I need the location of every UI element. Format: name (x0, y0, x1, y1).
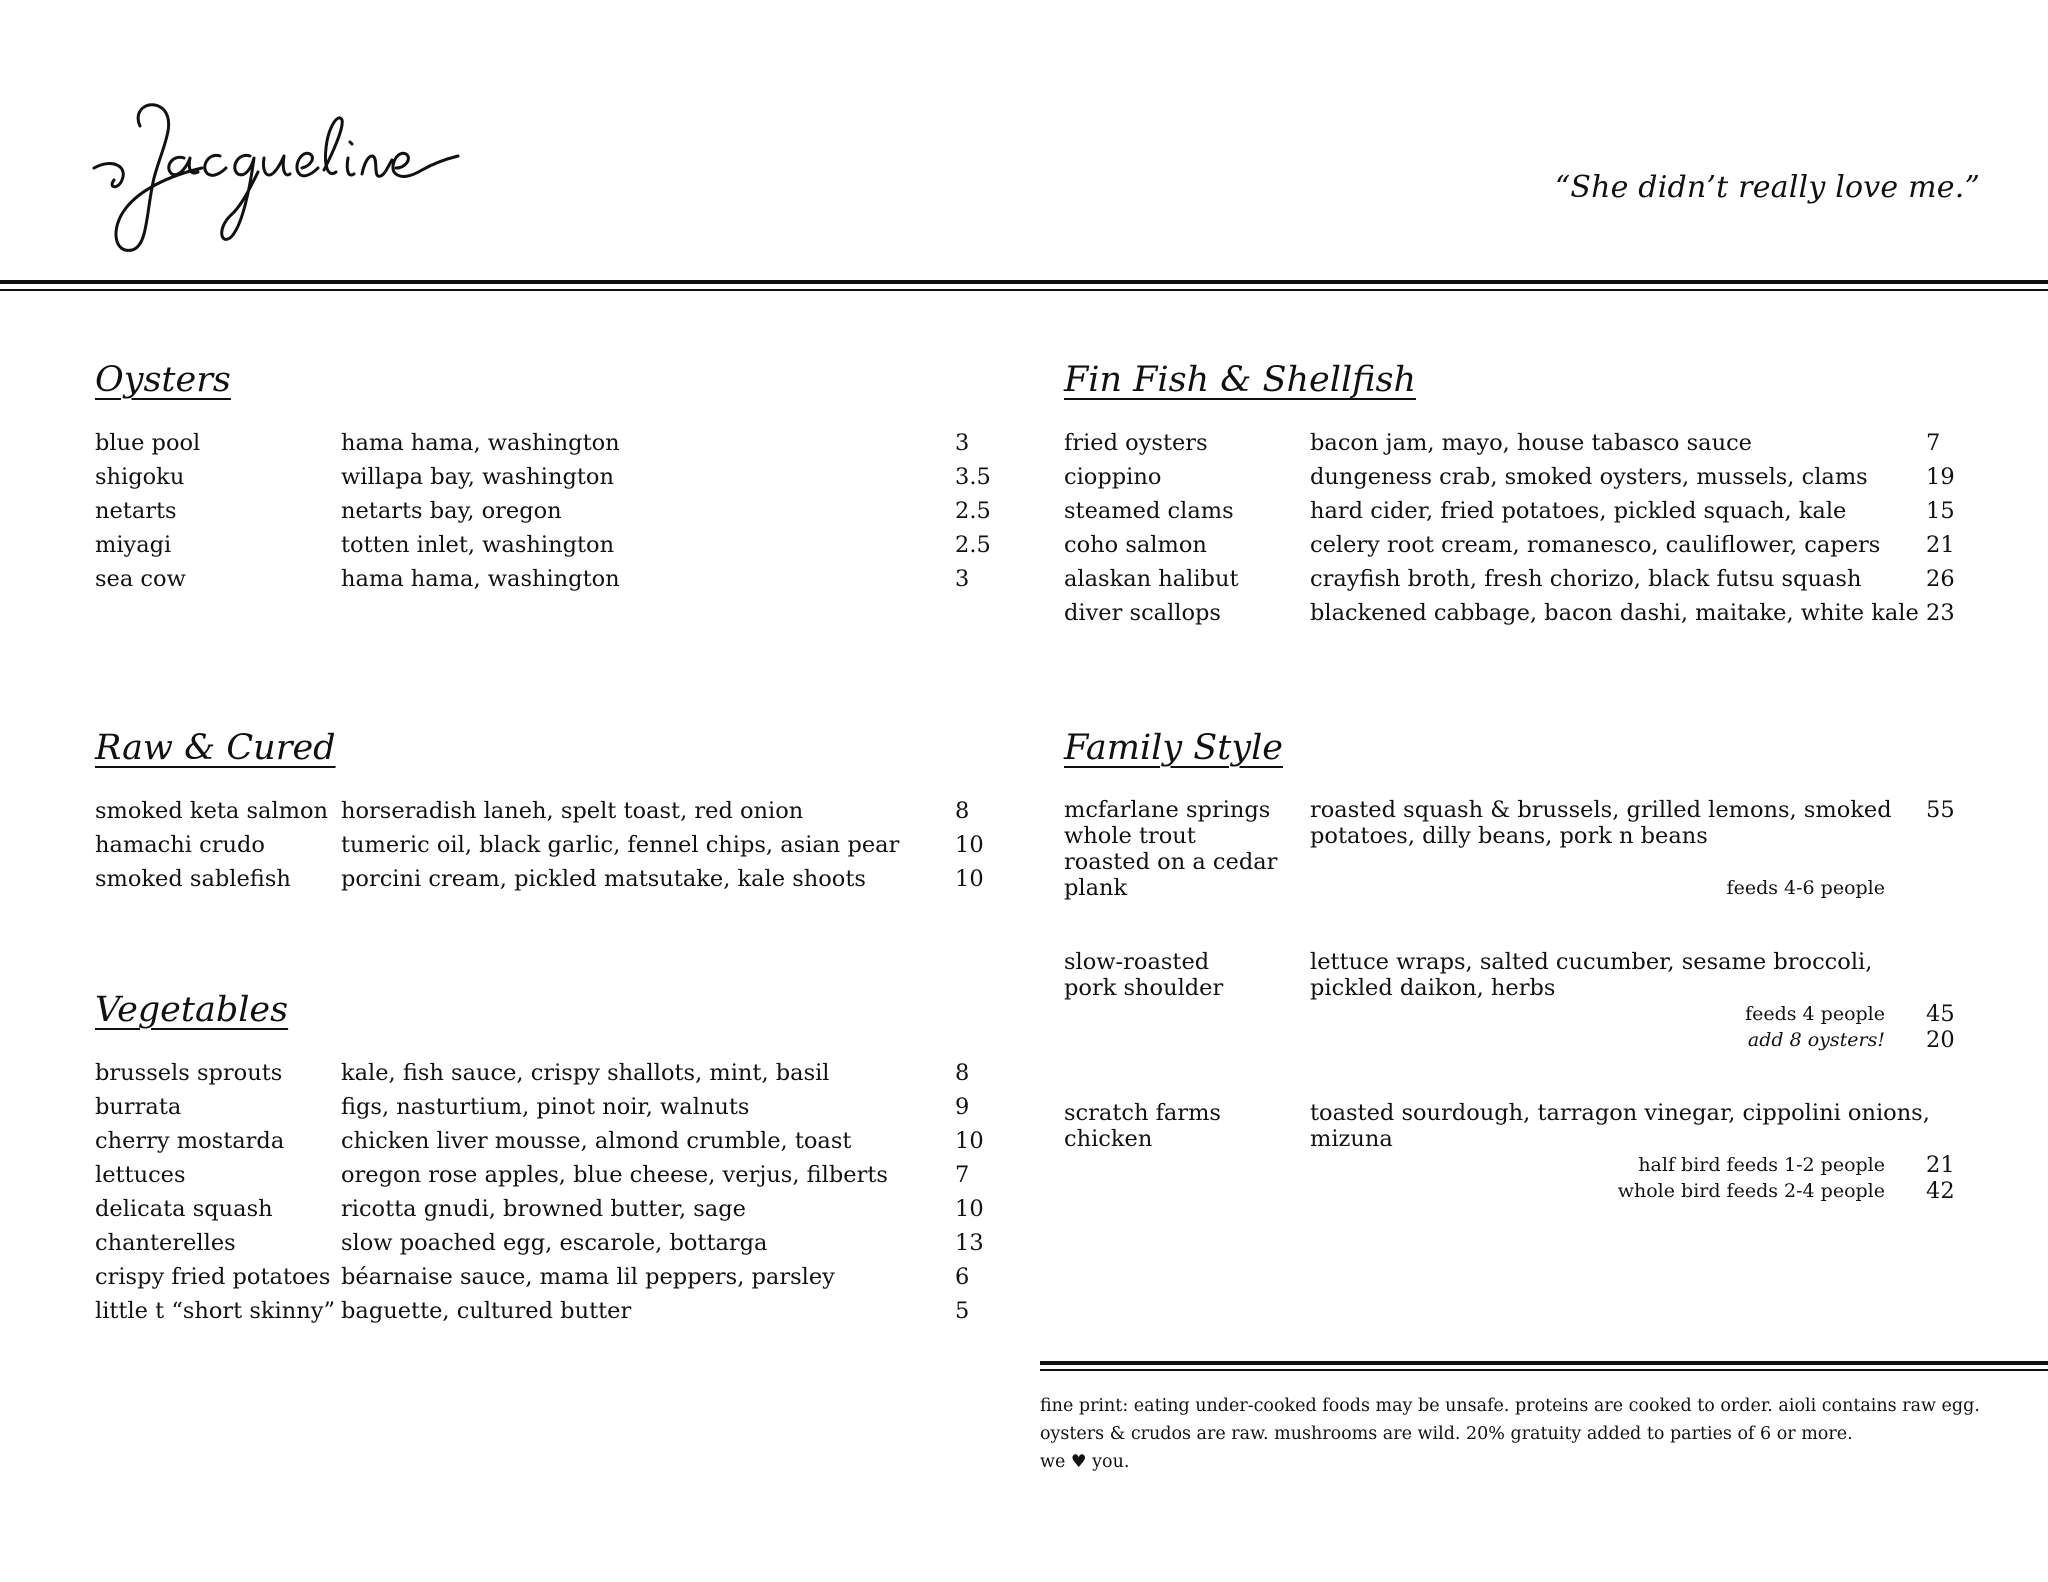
item-price: 26 (1926, 566, 1955, 592)
item-name: miyagi (95, 532, 172, 558)
footer-divider-thin (1040, 1369, 2048, 1371)
item-name: scratch farms chicken (1064, 1100, 1221, 1152)
item-name: coho salmon (1064, 532, 1207, 558)
item-price: 7 (955, 1162, 970, 1188)
fine-print-signoff: we ♥ you. (1040, 1452, 1130, 1472)
footer-divider (1040, 1361, 2048, 1365)
item-description: horseradish laneh, spelt toast, red onion (341, 798, 804, 824)
item-price: 8 (955, 1060, 970, 1086)
vegetables-heading: Vegetables (95, 990, 289, 1030)
item-price: 2.5 (955, 498, 991, 524)
item-price: 8 (955, 798, 970, 824)
item-name: chanterelles (95, 1230, 236, 1256)
item-price: 10 (955, 866, 984, 892)
item-name: lettuces (95, 1162, 186, 1188)
item-price: 19 (1926, 464, 1955, 490)
item-price: 7 (1926, 430, 1941, 456)
item-description: baguette, cultured butter (341, 1298, 632, 1324)
item-name: smoked keta salmon (95, 798, 329, 824)
item-price: 21 (1926, 1152, 1955, 1178)
item-name: diver scallops (1064, 600, 1221, 626)
item-name: burrata (95, 1094, 182, 1120)
item-description: chicken liver mousse, almond crumble, toast (341, 1128, 852, 1154)
item-name: brussels sprouts (95, 1060, 283, 1086)
item-name: steamed clams (1064, 498, 1234, 524)
item-name: cioppino (1064, 464, 1162, 490)
item-name: alaskan halibut (1064, 566, 1239, 592)
item-price: 6 (955, 1264, 970, 1290)
item-price: 5 (955, 1298, 970, 1324)
item-name: little t “short skinny” (95, 1298, 335, 1324)
item-price: 10 (955, 832, 984, 858)
item-price: 3 (955, 566, 970, 592)
fin-fish-heading: Fin Fish & Shellfish (1064, 360, 1416, 400)
item-price: 3.5 (955, 464, 991, 490)
serving-note: whole bird feeds 2-4 people (1617, 1180, 1885, 1202)
item-description: dungeness crab, smoked oysters, mussels, clams (1310, 464, 1868, 490)
add-on-note: add 8 oysters! (1747, 1029, 1885, 1051)
item-description: oregon rose apples, blue cheese, verjus, filberts (341, 1162, 888, 1188)
item-price: 9 (955, 1094, 970, 1120)
item-price: 3 (955, 430, 970, 456)
header-divider-thin (0, 289, 2048, 291)
item-name: sea cow (95, 566, 186, 592)
item-description: figs, nasturtium, pinot noir, walnuts (341, 1094, 750, 1120)
item-price: 13 (955, 1230, 984, 1256)
item-description: lettuce wraps, salted cucumber, sesame broccoli, pickled daikon, herbs (1310, 949, 1873, 1001)
item-price: 42 (1926, 1178, 1955, 1204)
item-description: slow poached egg, escarole, bottarga (341, 1230, 768, 1256)
item-description: netarts bay, oregon (341, 498, 562, 524)
item-description: porcini cream, pickled matsutake, kale shoots (341, 866, 866, 892)
item-name: slow-roasted pork shoulder (1064, 949, 1224, 1001)
family-style-heading: Family Style (1064, 728, 1283, 768)
item-description: béarnaise sauce, mama lil peppers, parsley (341, 1264, 835, 1290)
item-name: fried oysters (1064, 430, 1208, 456)
header-divider (0, 280, 2048, 284)
item-description: toasted sourdough, tarragon vinegar, cippolini onions, mizuna (1310, 1100, 1930, 1152)
item-price: 55 (1926, 797, 1955, 823)
item-description: totten inlet, washington (341, 532, 615, 558)
item-name: crispy fried potatoes (95, 1264, 331, 1290)
jacqueline-logo (92, 88, 462, 258)
item-price: 15 (1926, 498, 1955, 524)
oysters-heading: Oysters (95, 360, 231, 400)
item-description: roasted squash & brussels, grilled lemons, smoked potatoes, dilly beans, pork n beans (1310, 797, 1892, 849)
item-price: 2.5 (955, 532, 991, 558)
serving-note: feeds 4 people (1745, 1003, 1885, 1025)
fine-print-line: fine print: eating under-cooked foods may be unsafe. proteins are cooked to order. aioli contains raw egg. (1040, 1396, 1980, 1416)
item-name: mcfarlane springs whole trout roasted on a cedar plank (1064, 797, 1278, 901)
item-description: crayfish broth, fresh chorizo, black futsu squash (1310, 566, 1862, 592)
tagline: “She didn’t really love me.” (1554, 170, 1980, 205)
item-description: blackened cabbage, bacon dashi, maitake, white kale (1310, 600, 1919, 626)
item-name: hamachi crudo (95, 832, 265, 858)
item-name: smoked sablefish (95, 866, 291, 892)
item-description: ricotta gnudi, browned butter, sage (341, 1196, 746, 1222)
item-description: bacon jam, mayo, house tabasco sauce (1310, 430, 1752, 456)
item-name: cherry mostarda (95, 1128, 285, 1154)
item-price: 21 (1926, 532, 1955, 558)
add-on-price: 20 (1926, 1027, 1955, 1053)
item-name: delicata squash (95, 1196, 273, 1222)
item-description: hama hama, washington (341, 566, 620, 592)
fine-print-line: oysters & crudos are raw. mushrooms are wild. 20% gratuity added to parties of 6 or more. (1040, 1424, 1853, 1444)
item-description: tumeric oil, black garlic, fennel chips, asian pear (341, 832, 900, 858)
item-price: 10 (955, 1128, 984, 1154)
item-description: willapa bay, washington (341, 464, 614, 490)
item-description: kale, fish sauce, crispy shallots, mint, basil (341, 1060, 830, 1086)
serving-note: feeds 4-6 people (1726, 877, 1885, 899)
item-price: 45 (1926, 1001, 1955, 1027)
item-name: shigoku (95, 464, 185, 490)
item-name: blue pool (95, 430, 201, 456)
serving-note: half bird feeds 1-2 people (1638, 1154, 1885, 1176)
item-description: celery root cream, romanesco, cauliflower, capers (1310, 532, 1881, 558)
item-description: hard cider, fried potatoes, pickled squach, kale (1310, 498, 1847, 524)
item-description: hama hama, washington (341, 430, 620, 456)
item-name: netarts (95, 498, 177, 524)
item-price: 10 (955, 1196, 984, 1222)
item-price: 23 (1926, 600, 1955, 626)
raw-cured-heading: Raw & Cured (95, 728, 336, 768)
